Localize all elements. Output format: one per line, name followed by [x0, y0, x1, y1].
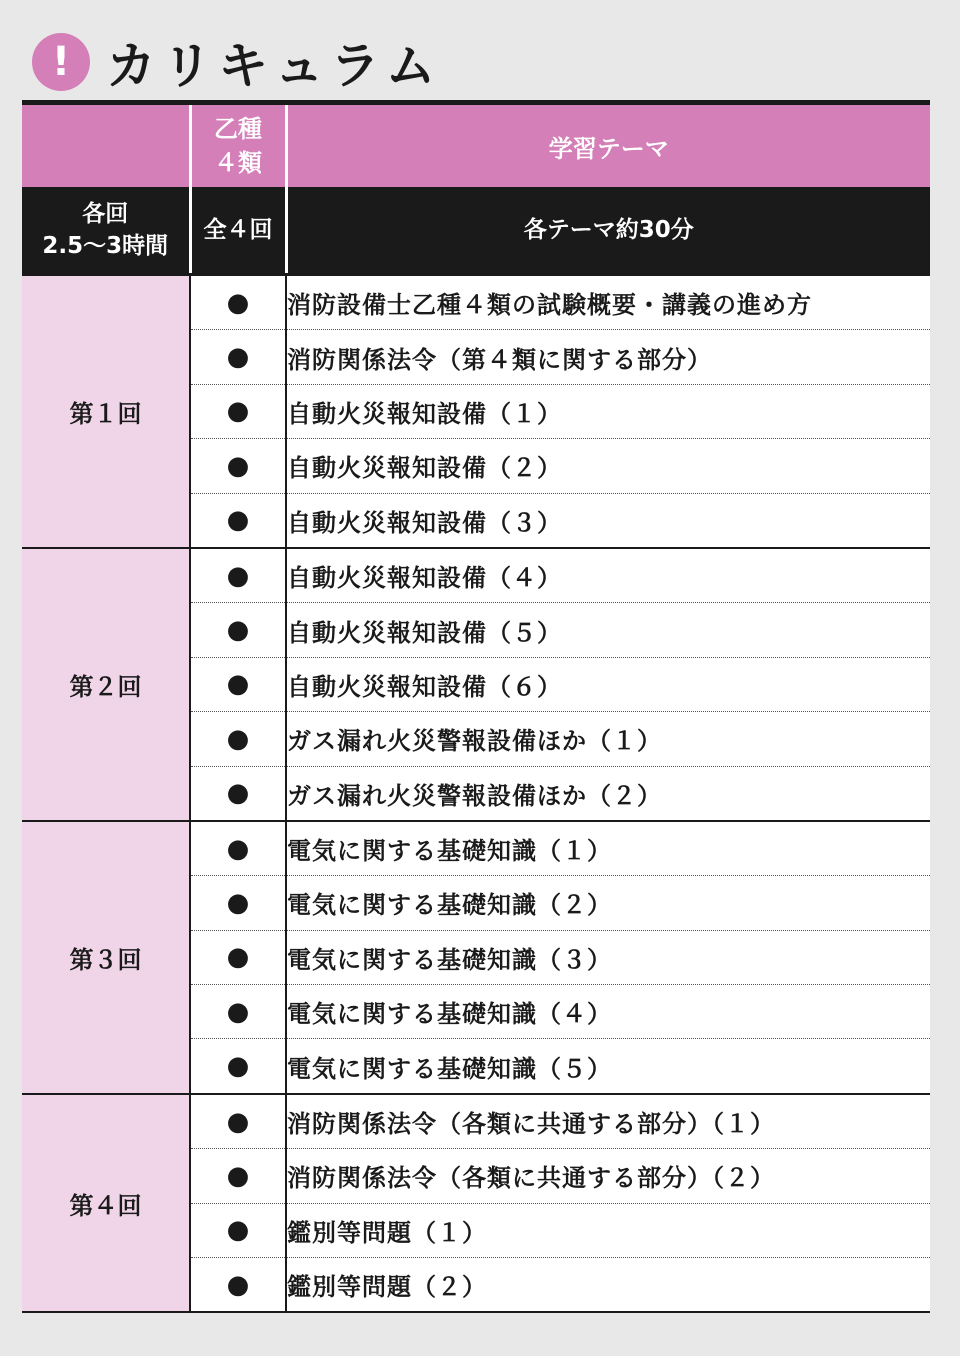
included-mark-icon: ●: [190, 548, 286, 603]
page-title: カリキュラム: [106, 37, 442, 95]
theme-cell: ガス漏れ火災警報設備ほか（１）: [286, 712, 930, 766]
header-session-line1: 各回: [82, 201, 129, 227]
theme-cell: 電気に関する基礎知識（５）: [286, 1039, 930, 1094]
included-mark-icon: ●: [190, 275, 286, 330]
theme-cell: 鑑別等問題（２）: [286, 1258, 930, 1313]
header-grade-line2: ４類: [214, 149, 262, 177]
page-header: [32, 30, 442, 94]
header-session-blank: [22, 105, 190, 187]
header-theme-duration: 各テーマ約30分: [286, 187, 930, 275]
included-mark-icon: ●: [190, 439, 286, 493]
table-row: [22, 548, 930, 603]
header-grade-line1: 乙種: [214, 115, 262, 143]
header-session-duration: [22, 187, 190, 275]
included-mark-icon: ●: [190, 985, 286, 1039]
header-row-black: [22, 187, 930, 275]
table-row: [22, 1094, 930, 1149]
exclamation-icon: !: [32, 33, 90, 91]
curriculum-table: [22, 105, 930, 1313]
session-label: 第２回: [22, 548, 190, 821]
theme-cell: 消防関係法令（各類に共通する部分）（１）: [286, 1094, 930, 1149]
included-mark-icon: ●: [190, 1258, 286, 1313]
theme-cell: 自動火災報知設備（５）: [286, 603, 930, 657]
theme-cell: 消防関係法令（第４類に関する部分）: [286, 330, 930, 384]
theme-cell: 消防設備士乙種４類の試験概要・講義の進め方: [286, 275, 930, 330]
header-row-pink: [22, 105, 930, 187]
included-mark-icon: ●: [190, 766, 286, 821]
included-mark-icon: ●: [190, 603, 286, 657]
theme-cell: 自動火災報知設備（４）: [286, 548, 930, 603]
included-mark-icon: ●: [190, 876, 286, 930]
theme-cell: 電気に関する基礎知識（３）: [286, 930, 930, 984]
table-row: [22, 275, 930, 330]
theme-cell: 鑑別等問題（１）: [286, 1203, 930, 1257]
included-mark-icon: ●: [190, 330, 286, 384]
included-mark-icon: ●: [190, 493, 286, 548]
session-label: 第３回: [22, 821, 190, 1094]
header-grade: [190, 105, 286, 187]
header-session-line2: 2.5〜3時間: [42, 233, 169, 259]
included-mark-icon: ●: [190, 657, 286, 711]
included-mark-icon: ●: [190, 930, 286, 984]
header-theme: 学習テーマ: [286, 105, 930, 187]
included-mark-icon: ●: [190, 1203, 286, 1257]
session-label: 第１回: [22, 275, 190, 548]
curriculum-body: [22, 275, 930, 1313]
included-mark-icon: ●: [190, 821, 286, 876]
included-mark-icon: ●: [190, 1149, 286, 1203]
included-mark-icon: ●: [190, 712, 286, 766]
session-label: 第４回: [22, 1094, 190, 1313]
included-mark-icon: ●: [190, 384, 286, 438]
theme-cell: 自動火災報知設備（２）: [286, 439, 930, 493]
theme-cell: 自動火災報知設備（１）: [286, 384, 930, 438]
theme-cell: 自動火災報知設備（３）: [286, 493, 930, 548]
theme-cell: 電気に関する基礎知識（４）: [286, 985, 930, 1039]
theme-cell: 電気に関する基礎知識（１）: [286, 821, 930, 876]
table-row: [22, 821, 930, 876]
theme-cell: ガス漏れ火災警報設備ほか（２）: [286, 766, 930, 821]
included-mark-icon: ●: [190, 1039, 286, 1094]
theme-cell: 消防関係法令（各類に共通する部分）（２）: [286, 1149, 930, 1203]
theme-cell: 電気に関する基礎知識（２）: [286, 876, 930, 930]
theme-cell: 自動火災報知設備（６）: [286, 657, 930, 711]
included-mark-icon: ●: [190, 1094, 286, 1149]
header-total-sessions: 全４回: [190, 187, 286, 275]
